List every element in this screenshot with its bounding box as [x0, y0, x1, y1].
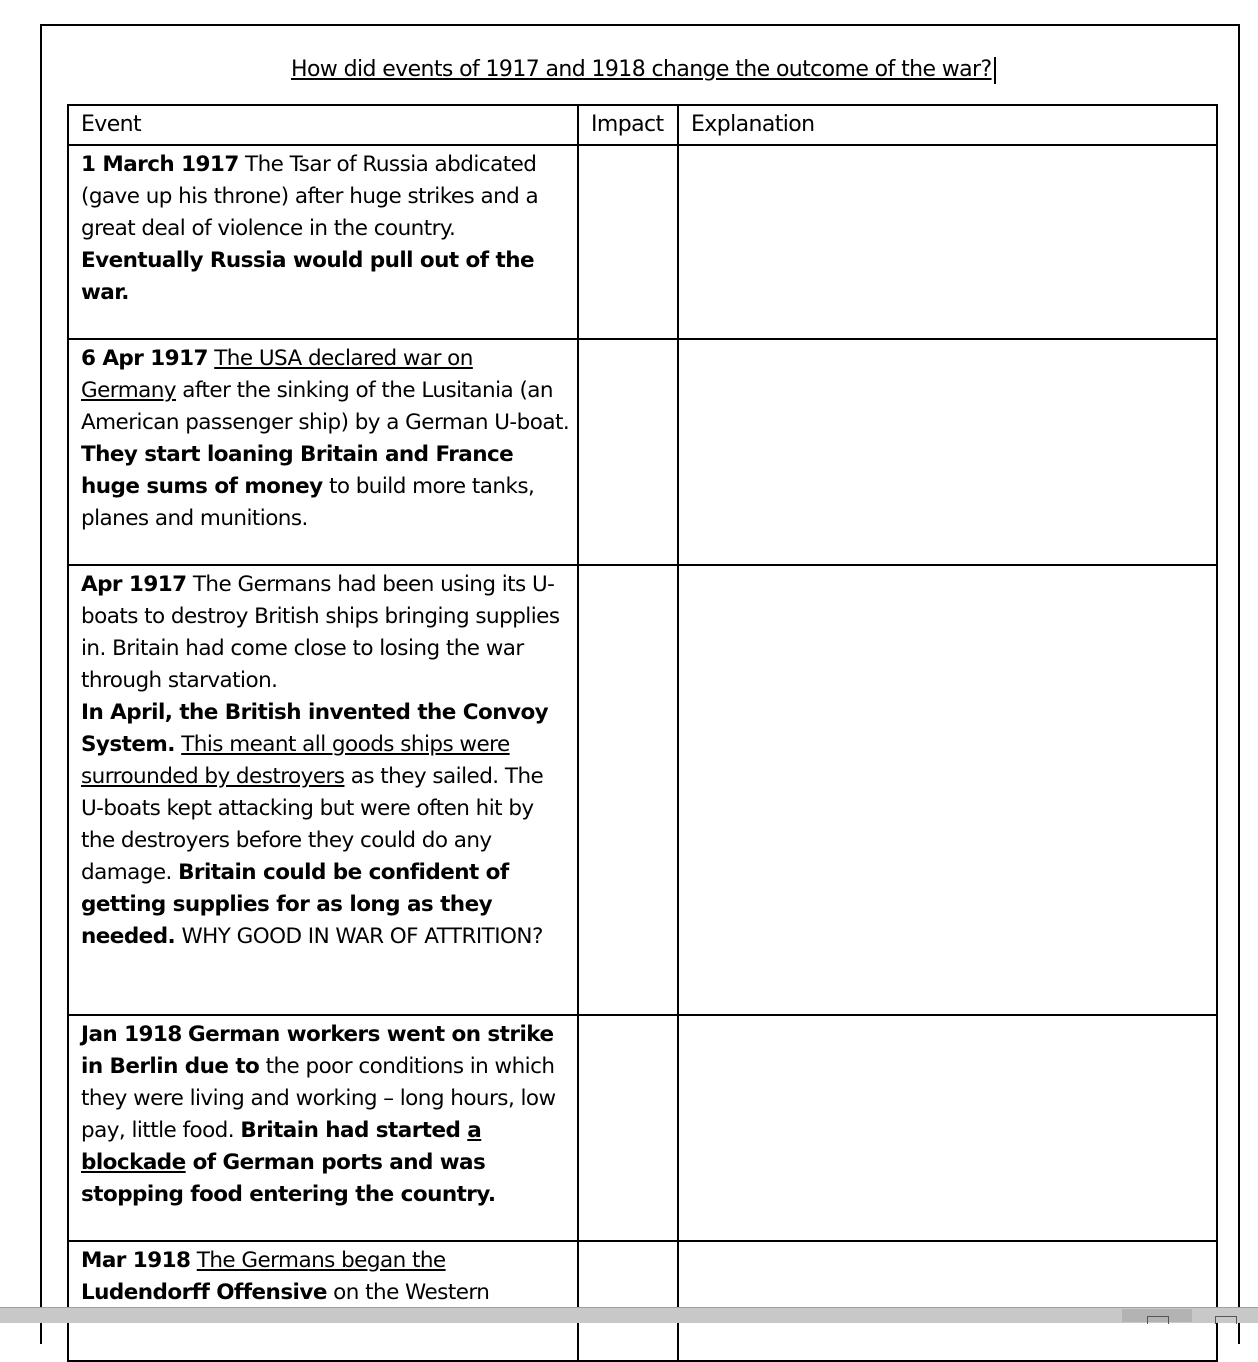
- event-text-segment: German workers went on strike in Berlin due to: [81, 1022, 554, 1079]
- impact-cell[interactable]: [578, 1241, 678, 1361]
- table-row: [68, 145, 1217, 339]
- event-cell: [68, 1015, 578, 1241]
- event-text-segment: Britain had started: [240, 1118, 468, 1143]
- table-row: [68, 1241, 1217, 1361]
- event-text-segment: Jan 1918: [81, 1022, 182, 1047]
- explanation-cell[interactable]: [678, 565, 1217, 1015]
- explanation-cell[interactable]: [678, 145, 1217, 339]
- header-event: Event: [68, 105, 578, 145]
- impact-cell[interactable]: [578, 565, 678, 1015]
- event-text-segment: The Germans began the: [196, 1248, 446, 1273]
- event-text-segment: They start loaning Britain and France huge sums of money: [81, 442, 514, 499]
- table-row: [68, 339, 1217, 565]
- event-text-segment: Ludendorff Offensive: [81, 1280, 327, 1305]
- header-row: [68, 105, 1217, 145]
- event-text-segment: The USA declared war on Germany: [81, 346, 473, 403]
- event-text-segment: 1 March 1917: [81, 152, 239, 177]
- table-row: [68, 565, 1217, 1015]
- event-text-segment: a blockade: [81, 1118, 482, 1175]
- event-text-segment: Eventually Russia would pull out of the war.: [81, 248, 535, 305]
- explanation-cell[interactable]: [678, 1241, 1217, 1361]
- event-text-segment: of German ports and was stopping food entering the country.: [81, 1150, 496, 1207]
- event-text-segment: Apr 1917: [81, 572, 187, 597]
- event-text-segment: Britain could be confident of getting supplies for as long as they needed.: [81, 860, 509, 949]
- event-text-segment: This meant all goods ships were surrounded by destroyers: [81, 732, 510, 789]
- event-text-segment: as they sailed. The U-boats kept attacking but were often hit by the destroyers before they could do any damage.: [81, 764, 544, 885]
- event-cell: [68, 1241, 578, 1361]
- event-text-segment: In April, the British invented the Convoy System.: [81, 700, 549, 757]
- event-text-segment: The Tsar of Russia abdicated (gave up his throne) after huge strikes and a great deal of violence in the country.: [81, 152, 539, 241]
- event-text-segment: 6 Apr 1917: [81, 346, 208, 371]
- page-view-icon: [1147, 1316, 1169, 1324]
- table-row: [68, 1015, 1217, 1241]
- event-text-segment: The Germans had been using its U-boats to destroy British ships bringing supplies in. Britain had come close to losing the war through starvation.: [81, 572, 560, 693]
- web-view-icon[interactable]: [1215, 1316, 1237, 1324]
- explanation-cell[interactable]: [678, 1015, 1217, 1241]
- document-title: How did events of 1917 and 1918 change the outcome of the war?: [291, 57, 992, 82]
- event-text-segment: WHY GOOD IN WAR OF ATTRITION?: [175, 924, 543, 949]
- events-table: [67, 104, 1218, 1362]
- window-status-bar: [0, 1307, 1258, 1323]
- event-cell: [68, 145, 578, 339]
- event-cell: [68, 339, 578, 565]
- event-cell: [68, 565, 578, 1015]
- header-impact: Impact: [578, 105, 678, 145]
- event-text-segment: after the sinking of the Lusitania (an American passenger ship) by a German U-boat.: [81, 378, 570, 435]
- explanation-cell[interactable]: [678, 339, 1217, 565]
- impact-cell[interactable]: [578, 1015, 678, 1241]
- text-cursor: [994, 57, 996, 84]
- impact-cell[interactable]: [578, 339, 678, 565]
- event-text-segment: on the Western: [326, 1280, 490, 1305]
- header-explanation: Explanation: [678, 105, 1217, 145]
- event-text-segment: to build more tanks, planes and munitions.: [81, 474, 535, 531]
- impact-cell[interactable]: [578, 145, 678, 339]
- event-text-segment: the poor conditions in which they were living and working – long hours, low pay, little food.: [81, 1054, 556, 1143]
- event-text-segment: Mar 1918: [81, 1248, 191, 1273]
